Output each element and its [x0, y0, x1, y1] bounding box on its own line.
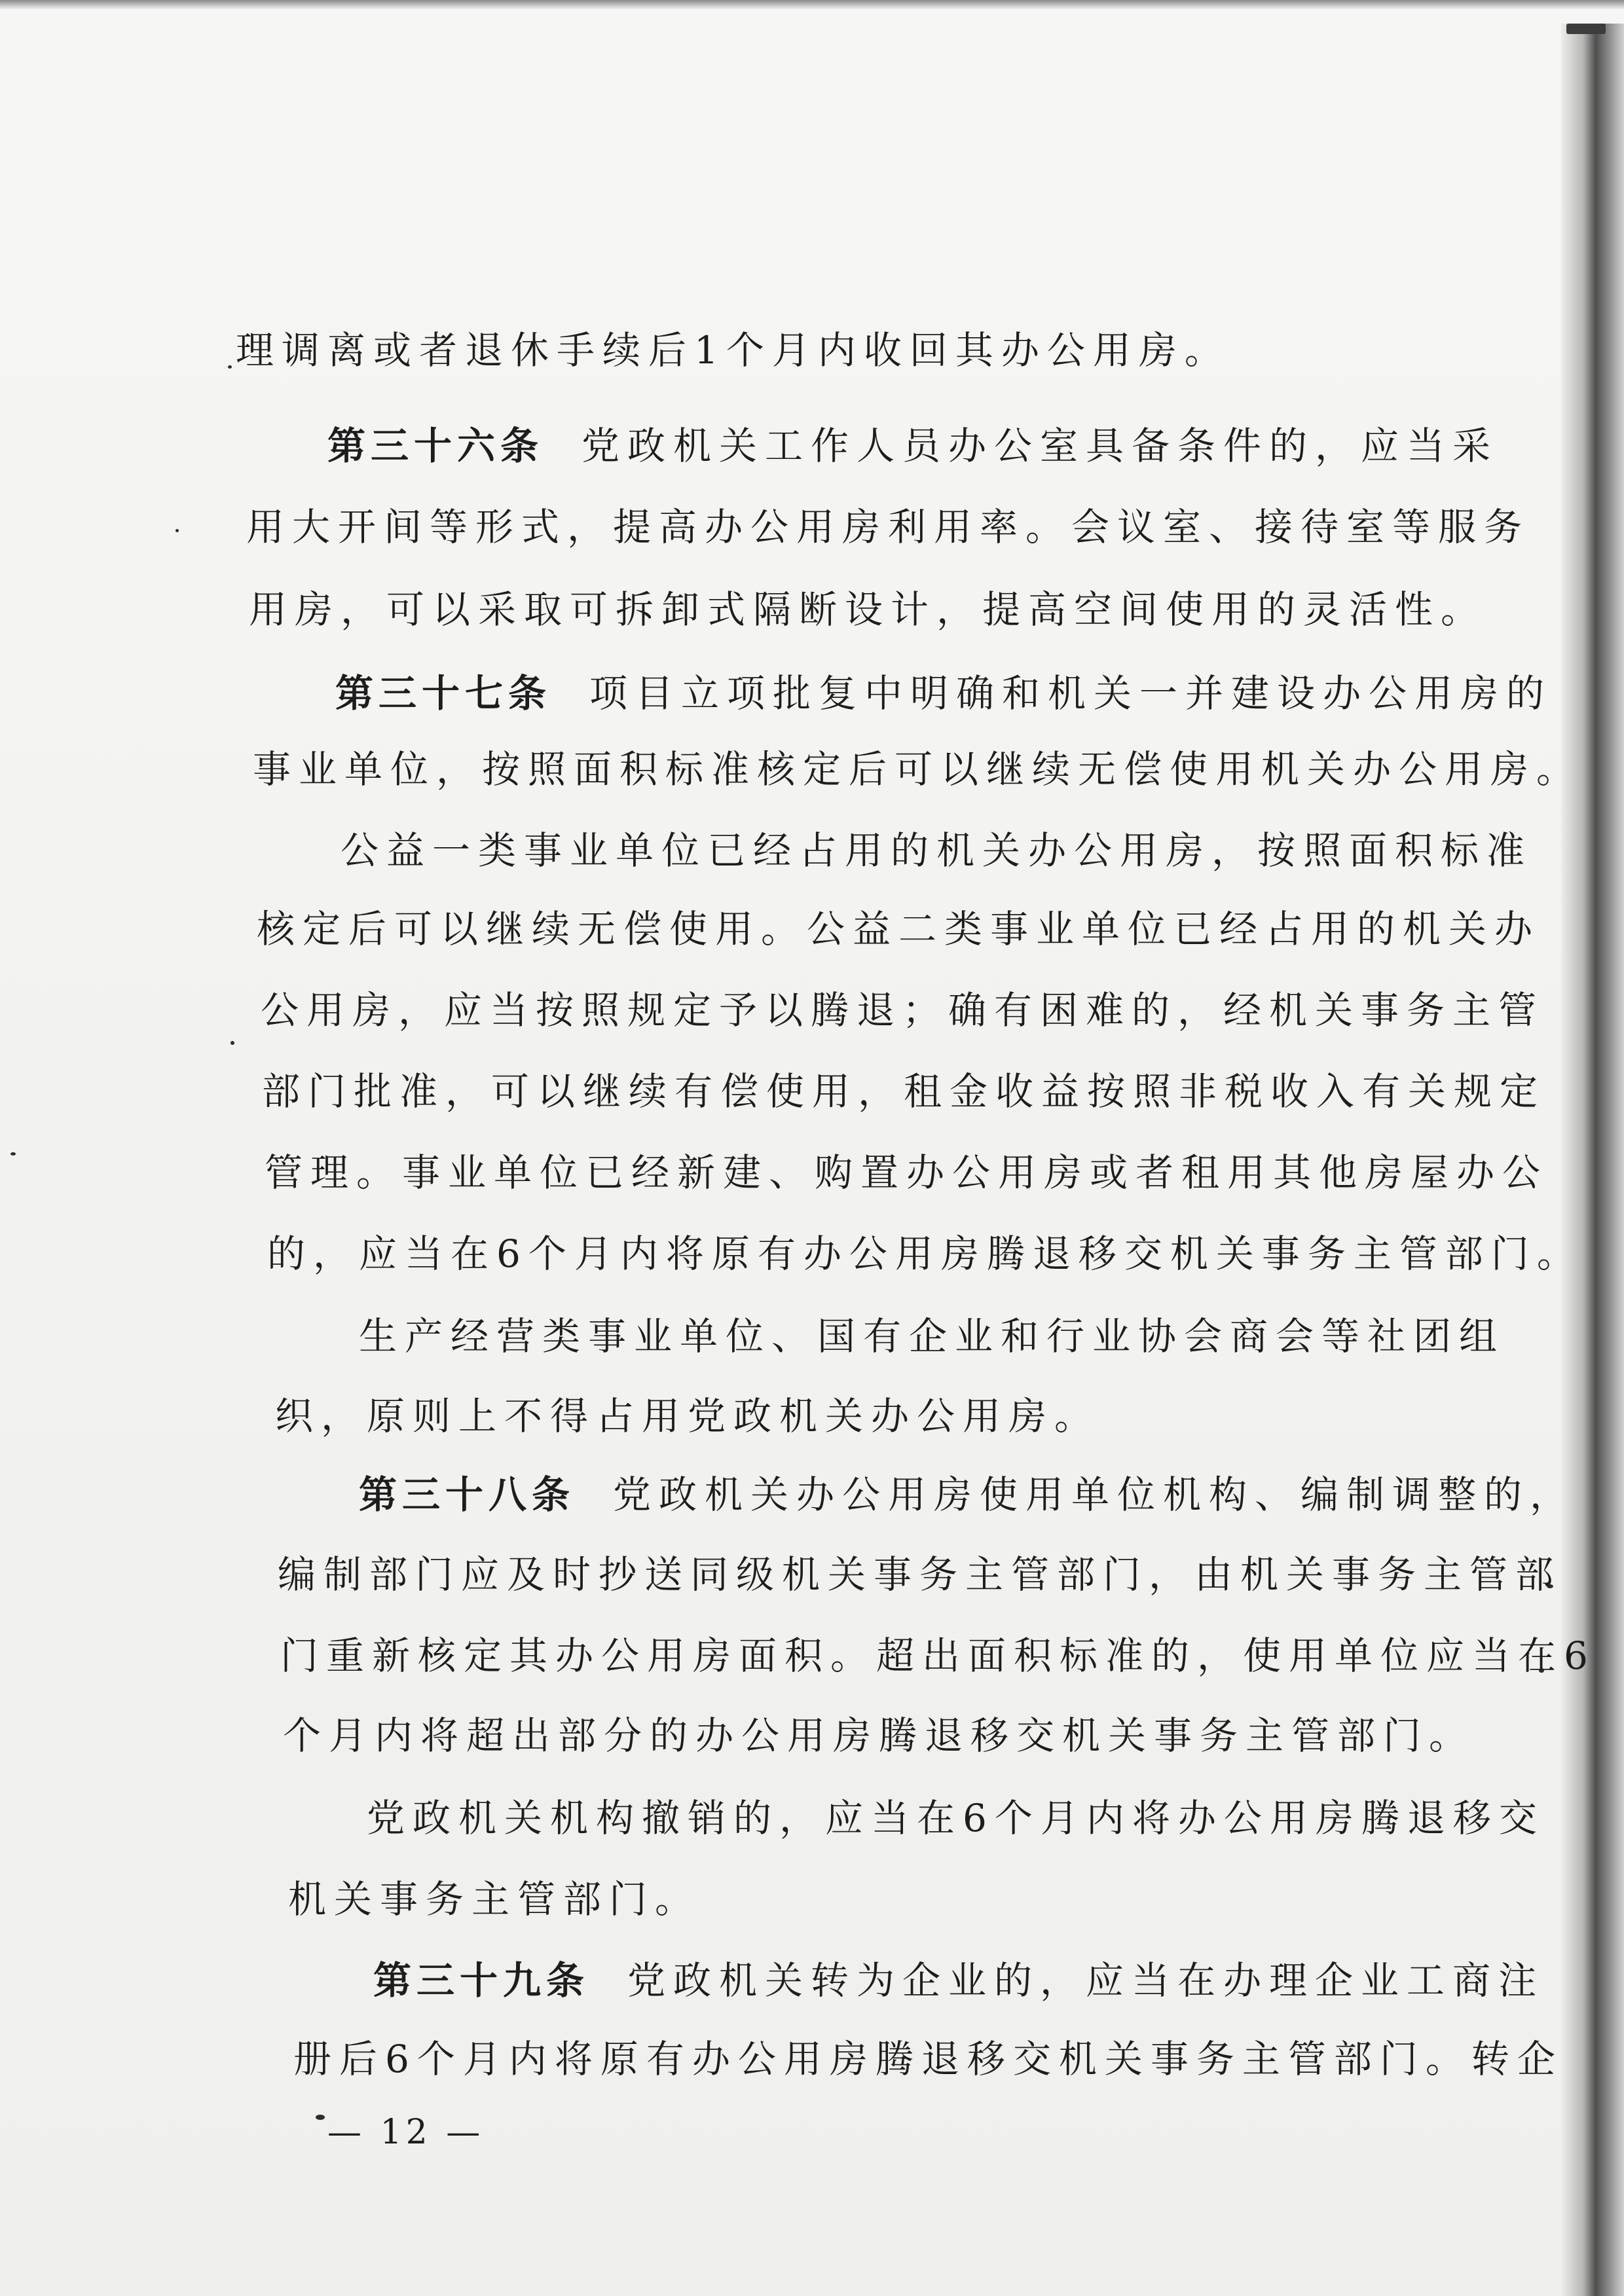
text-line: 用房，可以采取可拆卸式隔断设计，提高空间使用的灵活性。: [249, 587, 1487, 632]
text-line: 生产经营类事业单位、国有企业和行业协会商会等社团组: [359, 1314, 1505, 1358]
article-text: 党政机关转为企业的，应当在办理企业工商注: [627, 1958, 1545, 2003]
text-line: 册后6个月内将原有办公用房腾退移交机关事务主管部门。转企: [293, 2037, 1563, 2081]
text-line: 事业单位，按照面积标准核定后可以继续无偿使用机关办公用房。: [253, 747, 1583, 792]
article-heading: 第三十六条: [327, 424, 544, 468]
text-line: 个月内将超出部分的办公用房腾退移交机关事务主管部门。: [283, 1713, 1475, 1758]
text-line: 公用房，应当按照规定予以腾退；确有困难的，经机关事务主管: [261, 988, 1545, 1032]
text-line: 管理。事业单位已经新建、购置办公用房或者租用其他房屋办公: [265, 1150, 1549, 1195]
article-heading: 第三十九条: [373, 1958, 590, 2003]
page-number: — 12 —: [327, 2113, 485, 2152]
text-line: 核定后可以继续无偿使用。公益二类事业单位已经占用的机关办: [257, 907, 1541, 951]
article-39-line: [373, 1958, 1544, 2003]
article-text: 项目立项批复中明确和机关一并建设办公用房的: [589, 671, 1553, 716]
text-line: 织，原则上不得占用党政机关办公用房。: [275, 1394, 1101, 1438]
text-line: 党政机关机构撤销的，应当在6个月内将办公用房腾退移交: [367, 1796, 1545, 1840]
article-38-line: [359, 1472, 1576, 1518]
article-36-line: [327, 423, 1498, 469]
article-text: 党政机关工作人员办公室具备条件的，应当采: [581, 424, 1499, 468]
text-line: 编制部门应及时抄送同级机关事务主管部门，由机关事务主管部: [278, 1552, 1562, 1597]
text-line: 机关事务主管部门。: [288, 1877, 701, 1922]
text-line: 理调离或者退休手续后1个月内收回其办公用房。: [236, 328, 1230, 373]
article-37-line: [335, 670, 1552, 716]
article-heading: 第三十八条: [359, 1472, 576, 1517]
text-line: 部门批准，可以继续有偿使用，租金收益按照非税收入有关规定: [262, 1069, 1546, 1114]
text-line: 公益一类事业单位已经占用的机关办公用房，按照面积标准: [341, 828, 1533, 873]
article-text: 党政机关办公用房使用单位机构、编制调整的，: [613, 1472, 1576, 1517]
text-line: 的，应当在6个月内将原有办公用房腾退移交机关事务主管部门。: [267, 1231, 1583, 1276]
text-line: 门重新核定其办公用房面积。超出面积标准的，使用单位应当在6: [280, 1633, 1596, 1678]
article-heading: 第三十七条: [335, 671, 552, 716]
text-line: 用大开间等形式，提高办公用房利用率。会议室、接待室等服务: [246, 505, 1530, 549]
